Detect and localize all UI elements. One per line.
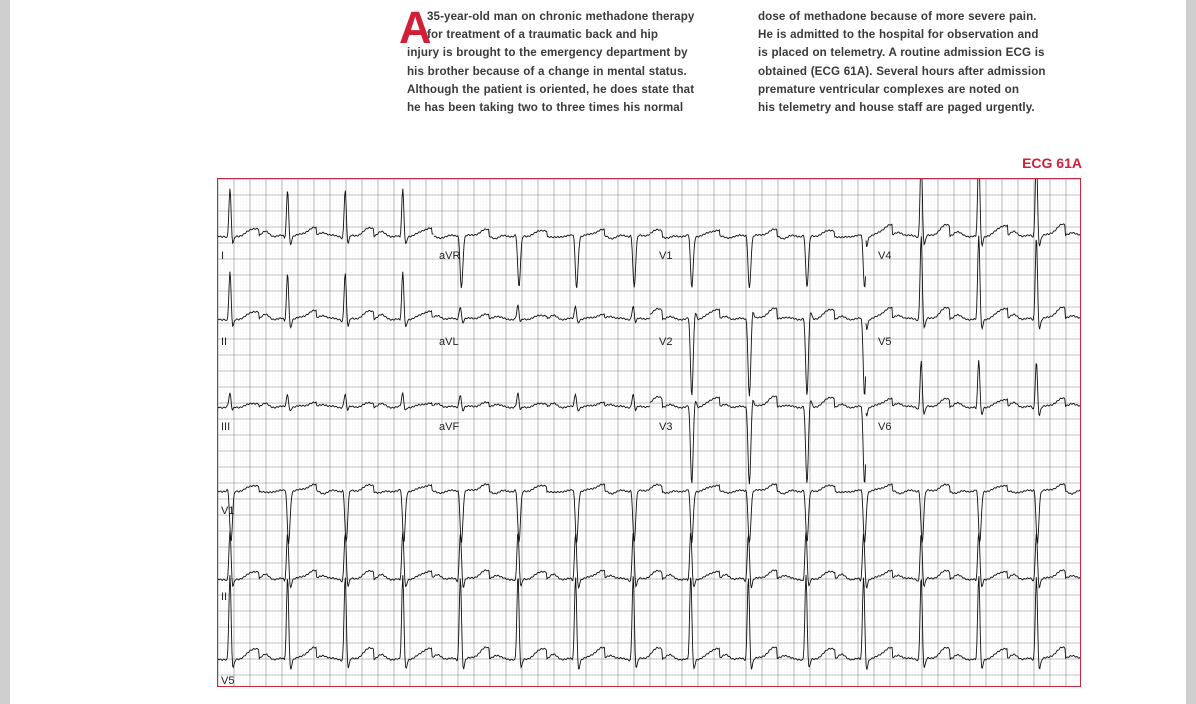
text-line: is placed on telemetry. A routine admission ECG is [758,46,1045,60]
text-line: obtained (ECG 61A). Several hours after admission [758,64,1046,78]
lead-label: V4 [878,250,892,262]
lead-label: I [221,250,225,262]
lead-label: V1 [659,250,673,262]
ecg-trace-2-3 [866,360,1081,416]
ecg-trace-1-3 [866,236,1081,330]
lead-label: III [221,421,231,433]
ecg-trace-0-1 [434,229,650,288]
ecg-rhythm-strip-1 [218,484,1081,544]
ecg-trace-0-3 [866,179,1081,247]
text-line: injury is brought to the emergency department by [407,46,688,60]
lead-label: V1 [221,505,235,517]
ecg-grid-and-traces [218,179,1081,687]
ecg-tracing [217,178,1081,687]
text-line: his telemetry and house staff are paged urgently. [758,101,1035,115]
text-line: Although the patient is oriented, he does state that [407,82,695,96]
article-text-left [407,8,757,117]
ecg-trace-1-2 [650,308,866,396]
text-line: He is admitted to the hospital for observation and [758,28,1039,42]
text-line: his brother because of a change in mental status. [407,64,687,78]
ecg-figure-title: ECG 61A [1022,155,1082,171]
page [10,0,1186,704]
lead-label: II [221,591,228,603]
lead-label: aVF [439,421,460,433]
lead-label: V5 [221,675,235,687]
lead-label: V2 [659,336,673,348]
text-line: 35-year-old man on chronic methadone therapy [427,10,695,23]
ecg-trace-2-0 [218,393,434,411]
lead-label: aVL [439,336,459,348]
lead-label: V5 [878,336,892,348]
ecg-rhythm-strip-2 [218,532,1081,589]
ecg-trace-2-1 [434,393,650,411]
ecg-trace-2-2 [650,396,866,484]
text-line: he has been taking two to three times his normal [407,101,684,115]
ecg-trace-1-1 [434,305,650,323]
article-text-right [758,8,1098,117]
lead-label: II [221,336,228,348]
lead-label: aVR [439,250,461,262]
ecg-trace-0-0 [218,189,434,245]
ecg-trace-0-2 [650,229,866,288]
lead-label: V6 [878,421,892,433]
text-line: premature ventricular complexes are noted on [758,82,1020,96]
text-line: for treatment of a traumatic back and hip [427,28,659,42]
drop-cap: A [399,2,432,53]
text-line: dose of methadone because of more severe pain. [758,10,1037,23]
ecg-rhythm-strip-3 [218,575,1081,670]
ecg-trace-1-0 [218,272,434,328]
ecg-major-grid [218,179,1081,687]
lead-label: V3 [659,421,673,433]
